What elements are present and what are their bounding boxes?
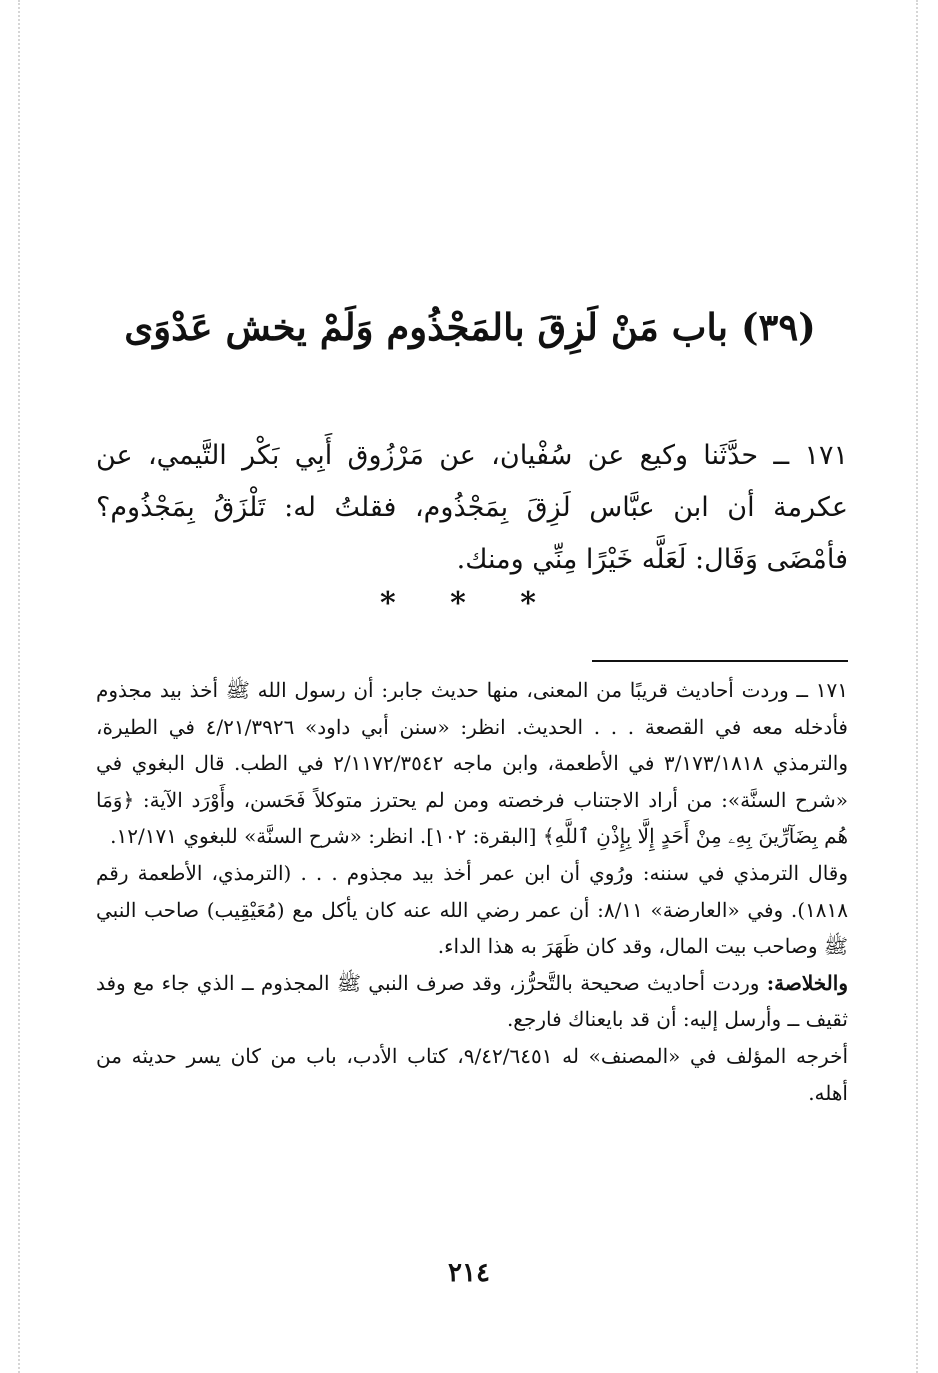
hadith-number: ١٧١ ــ — [773, 440, 848, 471]
section-separator: * * * — [380, 586, 558, 621]
scan-edge-left — [18, 0, 20, 1373]
conclusion-label: والخلاصة: — [766, 970, 848, 995]
footnote-paragraph-4: أخرجه المؤلف في «المصنف» له ٩/٤٢/٦٤٥١، كتاب الأدب، باب من كان يسر حديثه من أهله. — [96, 1043, 848, 1105]
footnote-paragraph-1: ١٧١ ــ وردت أحاديث قريبًا من المعنى، منها حديث جابر: أن رسول الله ﷺ أخذ بيد مجذوم فأدخله معه في القصعة . . . الحديث. انظر: «سنن أبي داود» ٤/٢١/٣٩٢٦ في الطيرة، والترمذي ٣/١٧٣/١٨١٨ في الأطعمة، وابن ماجه ٢/١١٧٢/٣٥٤٢ في الطب. قال البغوي في «شرح السنَّة»: من أراد الاجتناب فرخصته ومن لم يحترز متوكلاً فَحَسن، وأَوْرَد الآية: ﴿وَمَا هُم بِضَآرِّينَ بِهِۦ مِنْ أَحَدٍ إِلَّا بِإِذْنِ ٱللَّهِ﴾ [البقرة: ١٠٢]. انظر: «شرح السنَّة» للبغوي ١٢/١٧١. — [96, 678, 849, 849]
chapter-title: (٣٩) باب مَنْ لَزِقَ بالمَجْذُوم وَلَمْ يخش عَدْوَى — [124, 305, 816, 349]
hadith-block — [96, 430, 848, 586]
hadith-text: حدَّثَنا وكيع عن سُفْيان، عن مَرْزُوق أَبِي بَكْر التَّيمي، عن عكرمة أن ابن عبَّاس لَزِقَ بِمَجْذُوم، فقلتُ له: تَلْزَقُ بِمَجْذُوم؟ فأمْضَى وَقَال: لَعَلَّه خَيْرًا مِنِّي ومنك. — [96, 440, 848, 575]
scan-edge-right — [916, 0, 918, 1373]
page-number: ٢١٤ — [448, 1258, 490, 1288]
footnotes — [96, 672, 848, 1111]
footnote-paragraph-3 — [96, 965, 848, 1038]
footnote-paragraph-2: وقال الترمذي في سننه: ورُوي أن ابن عمر أخذ بيد مجذوم . . . (الترمذي، الأطعمة رقم ١٨١٨). وفي «العارضة» ٨/١١: أن عمر رضي الله عنه كان يأكل مع (مُعَيْقِيب) صاحب النبي ﷺ وصاحب بيت المال، وقد كان ظَهَرَ به هذا الداء. — [96, 860, 848, 959]
conclusion-text: وردت أحاديث صحيحة بالتَّحرُّز، وقد صرف النبي ﷺ المجذوم ــ الذي جاء مع وفد ثقيف ــ وأرسل إليه: أن قد بايعناك فارجع. — [96, 970, 848, 1032]
footnote-divider — [592, 660, 848, 662]
